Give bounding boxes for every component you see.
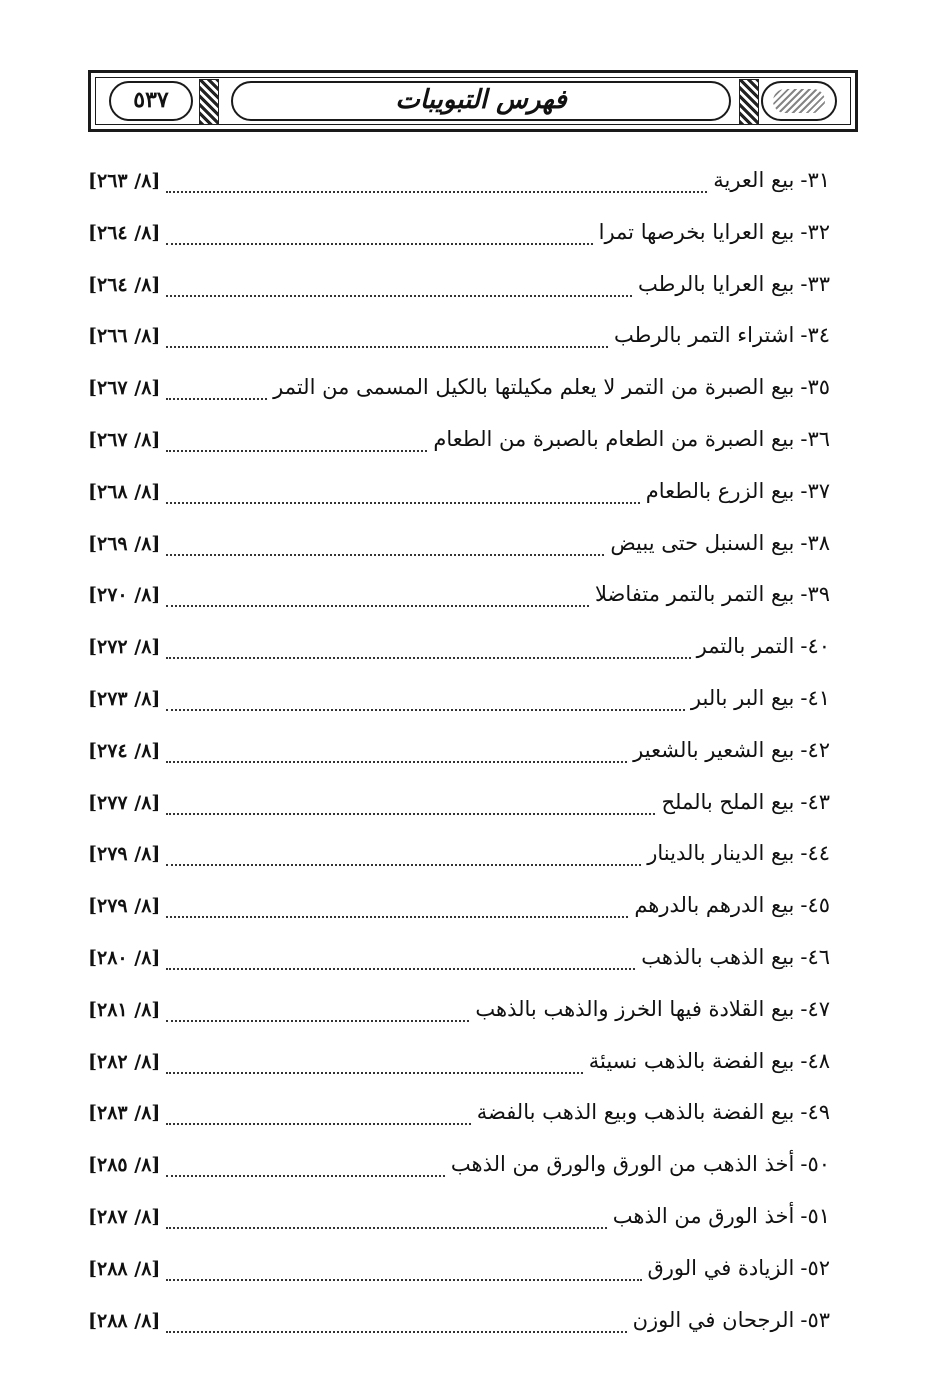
dot-leader bbox=[166, 1072, 582, 1074]
entry-number: ٤١- bbox=[800, 686, 830, 710]
entry-title: بيع الزرع بالطعام bbox=[645, 478, 795, 503]
entry-number: ٣١- bbox=[800, 168, 830, 192]
dot-leader bbox=[166, 295, 632, 297]
index-entry bbox=[88, 1152, 830, 1188]
index-entry bbox=[88, 893, 830, 929]
index-entry bbox=[88, 427, 830, 463]
entry-reference: [٨/ ٢٨٨] bbox=[88, 1309, 161, 1332]
entry-title: بيع البر بالبر bbox=[690, 686, 795, 710]
dot-leader bbox=[166, 1279, 641, 1281]
page-number: ٥٣٧ bbox=[133, 87, 169, 113]
entry-title: بيع العرية bbox=[713, 168, 795, 192]
entry-reference: [٨/ ٢٦٨] bbox=[88, 480, 161, 503]
entry-title: اشتراء التمر بالرطب bbox=[614, 323, 795, 348]
entry-reference: [٨/ ٢٦٤] bbox=[88, 273, 161, 296]
entry-reference: [٨/ ٢٨٠] bbox=[88, 947, 161, 969]
entry-number: ٤٩- bbox=[800, 1100, 830, 1125]
index-entry bbox=[88, 1308, 830, 1344]
entry-reference: [٨/ ٢٧٧] bbox=[88, 791, 161, 814]
dot-leader bbox=[166, 243, 592, 245]
dot-leader bbox=[166, 1331, 626, 1333]
entry-reference: [٨/ ٢٨٧] bbox=[88, 1206, 161, 1228]
entry-title: الرجحان في الوزن bbox=[632, 1307, 795, 1332]
index-entry bbox=[88, 531, 830, 567]
dot-leader bbox=[166, 761, 627, 763]
entry-title: بيع الفضة بالذهب وبيع الذهب بالفضة bbox=[476, 1100, 795, 1125]
index-entry bbox=[88, 323, 830, 359]
entry-reference: [٨/ ٢٦٣] bbox=[88, 170, 161, 192]
entry-title: بيع الذهب بالذهب bbox=[641, 945, 795, 969]
entry-number: ٤٤- bbox=[800, 841, 830, 866]
entry-number: ٥٠- bbox=[800, 1152, 830, 1177]
entry-number: ٤٧- bbox=[800, 996, 830, 1021]
entry-reference: [٨/ ٢٧٢] bbox=[88, 636, 161, 659]
entry-title: أخذ الورق من الذهب bbox=[612, 1204, 795, 1228]
dot-leader bbox=[166, 1020, 469, 1022]
entry-reference: [٨/ ٢٨٥] bbox=[88, 1154, 161, 1177]
index-entry bbox=[88, 841, 830, 877]
entry-reference: [٨/ ٢٨١] bbox=[88, 998, 161, 1021]
index-entry bbox=[88, 1204, 830, 1240]
index-entry bbox=[88, 375, 830, 411]
entry-reference: [٨/ ٢٦٧] bbox=[88, 429, 161, 451]
entry-reference: [٨/ ٢٧٩] bbox=[88, 843, 161, 866]
entry-title: بيع العرايا بالرطب bbox=[638, 271, 795, 296]
entry-reference: [٨/ ٢٦٤] bbox=[88, 221, 161, 244]
entry-number: ٤٣- bbox=[800, 789, 830, 814]
dot-leader bbox=[166, 502, 639, 504]
index-entry bbox=[88, 1100, 830, 1136]
entry-title: بيع التمر بالتمر متفاضلا bbox=[594, 582, 795, 607]
entry-title: التمر بالتمر bbox=[696, 634, 795, 659]
index-entry bbox=[88, 582, 830, 618]
entry-number: ٣٦- bbox=[800, 427, 830, 451]
dot-leader bbox=[166, 1175, 444, 1177]
entry-number: ٤٢- bbox=[800, 737, 830, 762]
entry-reference: [٨/ ٢٨٢] bbox=[88, 1050, 161, 1073]
entry-number: ٣٨- bbox=[800, 530, 830, 555]
entry-title: بيع الفضة بالذهب نسيئة bbox=[588, 1048, 795, 1073]
entry-number: ٤٠- bbox=[800, 634, 830, 659]
entry-title: بيع الصبرة من الطعام بالصبرة من الطعام bbox=[433, 427, 795, 451]
entry-reference: [٨/ ٢٦٩] bbox=[88, 532, 161, 555]
entry-title: بيع السنبل حتى يبيض bbox=[610, 530, 795, 555]
index-entry bbox=[88, 168, 830, 204]
dot-leader bbox=[166, 813, 655, 815]
entry-number: ٥١- bbox=[800, 1204, 830, 1228]
dot-leader bbox=[166, 1123, 470, 1125]
index-entry bbox=[88, 997, 830, 1033]
entry-number: ٣٤- bbox=[800, 323, 830, 348]
dot-leader bbox=[166, 346, 608, 348]
index-entry bbox=[88, 1256, 830, 1292]
entry-title: بيع الشعير بالشعير bbox=[633, 737, 795, 762]
entry-number: ٣٧- bbox=[800, 478, 830, 503]
index-entry bbox=[88, 272, 830, 308]
entry-title: بيع الدينار بالدينار bbox=[647, 841, 795, 866]
dot-leader bbox=[166, 657, 690, 659]
entry-reference: [٨/ ٢٧٩] bbox=[88, 895, 161, 918]
entry-title: بيع الملح بالملح bbox=[661, 789, 795, 814]
entry-number: ٣٣- bbox=[800, 271, 830, 296]
entry-title: بيع الصبرة من التمر لا يعلم مكيلتها بالكيل المسمى من التمر bbox=[273, 375, 795, 400]
dot-leader bbox=[166, 709, 684, 711]
dot-leader bbox=[166, 605, 589, 607]
index-entry bbox=[88, 945, 830, 981]
entry-reference: [٨/ ٢٨٣] bbox=[88, 1102, 161, 1125]
entry-number: ٤٦- bbox=[800, 945, 830, 969]
entry-reference: [٨/ ٢٧٣] bbox=[88, 688, 161, 710]
entry-title: بيع العرايا بخرصها تمرا bbox=[598, 219, 795, 244]
page-title: فهرس التبويبات bbox=[395, 85, 567, 115]
index-entry bbox=[88, 220, 830, 256]
entry-reference: [٨/ ٢٨٨] bbox=[88, 1257, 161, 1280]
index-entry bbox=[88, 686, 830, 722]
entry-title: بيع القلادة فيها الخرز والذهب بالذهب bbox=[475, 996, 795, 1021]
entry-reference: [٨/ ٢٧٠] bbox=[88, 584, 161, 607]
dot-leader bbox=[166, 450, 427, 452]
dot-leader bbox=[166, 968, 635, 970]
entry-number: ٣٥- bbox=[800, 375, 830, 400]
entry-number: ٤٨- bbox=[800, 1048, 830, 1073]
entry-title: الزيادة في الورق bbox=[647, 1255, 795, 1280]
entry-number: ٤٥- bbox=[800, 893, 830, 918]
index-entry bbox=[88, 634, 830, 670]
entry-number: ٣٩- bbox=[800, 582, 830, 607]
entry-number: ٥٣- bbox=[800, 1307, 830, 1332]
dot-leader bbox=[166, 1227, 606, 1229]
dot-leader bbox=[166, 916, 628, 918]
entry-title: بيع الدرهم بالدرهم bbox=[634, 893, 795, 918]
dot-leader bbox=[166, 398, 267, 400]
entry-number: ٥٢- bbox=[800, 1255, 830, 1280]
index-entry bbox=[88, 479, 830, 515]
entry-reference: [٨/ ٢٧٤] bbox=[88, 739, 161, 762]
dot-leader bbox=[166, 191, 707, 193]
index-entry bbox=[88, 790, 830, 826]
dot-leader bbox=[166, 864, 641, 866]
entry-reference: [٨/ ٢٦٧] bbox=[88, 377, 161, 400]
dot-leader bbox=[166, 554, 604, 556]
entry-number: ٣٢- bbox=[800, 219, 830, 244]
entry-reference: [٨/ ٢٦٦] bbox=[88, 325, 161, 348]
entry-title: أخذ الذهب من الورق والورق من الذهب bbox=[450, 1152, 795, 1177]
index-entry bbox=[88, 738, 830, 774]
index-entry bbox=[88, 1049, 830, 1085]
